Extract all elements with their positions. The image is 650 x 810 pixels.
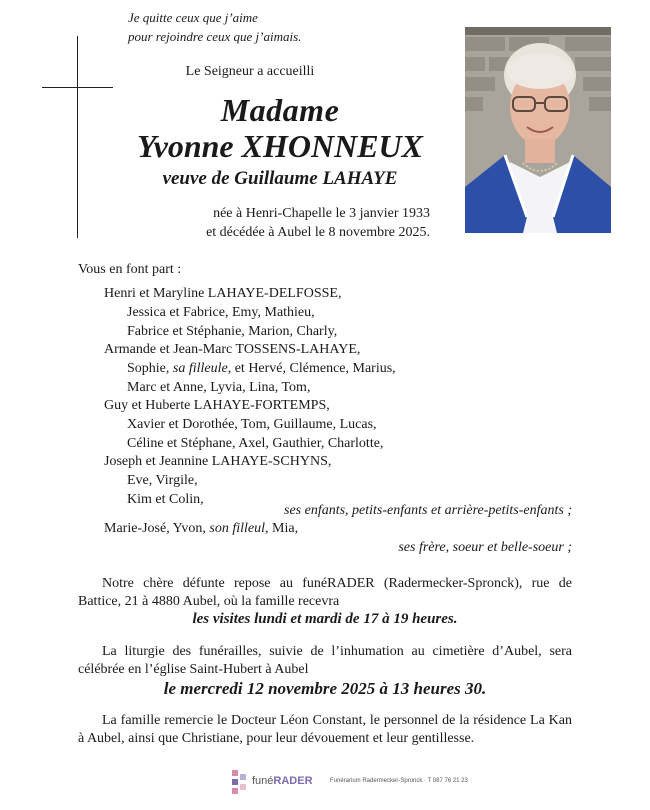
relation-note: son filleul, (209, 521, 269, 536)
family-line: Xavier et Dorothée, Tom, Guillaume, Lucas, (127, 417, 377, 432)
visit-times: les visites lundi et mardi de 17 à 19 heures. (192, 611, 458, 627)
title-madame: Madame (220, 92, 340, 128)
family-name: Mia, (268, 521, 299, 536)
accueil-line: Le Seigneur a accueilli (185, 64, 315, 79)
family-name: et Hervé, Clémence, Marius, (231, 361, 396, 376)
family-name: Sophie, (127, 361, 173, 376)
family-line: Marc et Anne, Lyvia, Lina, Tom, (127, 380, 311, 395)
relation-summary: ses enfants, petits-enfants et arrière-petits-enfants ; (284, 503, 572, 518)
family-line: Kim et Colin, (127, 492, 204, 507)
death-line: et décédée à Aubel le 8 novembre 2025. (206, 225, 430, 240)
widow-of: veuve de Guillaume LAHAYE (162, 168, 398, 189)
relation-summary: ses frère, soeur et belle-soeur ; (398, 540, 572, 555)
family-line: Jessica et Fabrice, Emy, Mathieu, (127, 305, 315, 320)
family-line: Henri et Maryline LAHAYE-DELFOSSE, (104, 286, 342, 301)
deceased-name: Yvonne XHONNEUX (137, 128, 423, 164)
epigraph-line-1: Je quitte ceux que j’aime (128, 10, 258, 25)
family-line (104, 521, 298, 537)
family-line (127, 361, 396, 377)
family-name: Marie-José, Yvon, (104, 521, 210, 536)
funeral-date: le mercredi 12 novembre 2025 à 13 heures 30. (163, 679, 487, 698)
family-line: Fabrice et Stéphanie, Marion, Charly, (127, 324, 338, 339)
footer-contact: Funérarium Radermecker-Spronck · T 087 76 21 23 (330, 778, 468, 784)
family-line: Céline et Stéphane, Axel, Gauthier, Charlotte, (127, 436, 384, 451)
thanks-paragraph: La famille remercie le Docteur Léon Constant, le personnel de la résidence La Kan à Aubel, ainsi que Christiane, pour leur dévouement et leur gentillesse. (78, 713, 572, 746)
logo-icon (230, 770, 250, 796)
epigraph (128, 8, 301, 46)
cross-icon-bar (42, 87, 113, 88)
funeral-home-logo (230, 770, 470, 800)
liturgy-paragraph: La liturgie des funérailles, suivie de l’inhumation au cimetière d’Aubel, sera célébrée en l’église Saint-Hubert à Aubel (78, 644, 572, 677)
brand-name (252, 775, 313, 787)
family-line: Eve, Virgile, (127, 473, 198, 488)
announce-line: Vous en font part : (78, 262, 182, 277)
portrait-photo (465, 27, 611, 233)
brand-rader: RADER (273, 775, 313, 787)
epigraph-line-2: pour rejoindre ceux que j’aimais. (128, 29, 302, 44)
birth-line: née à Henri-Chapelle le 3 janvier 1933 (213, 206, 430, 221)
visit-paragraph: Notre chère défunte repose au funéRADER (Radermecker-Spronck), rue de Battice, 21 à 4880 Aubel, où la famille recevra (78, 576, 572, 609)
family-line: Guy et Huberte LAHAYE-FORTEMPS, (104, 398, 330, 413)
family-line: Joseph et Jeannine LAHAYE-SCHYNS, (104, 454, 332, 469)
brand-prefix: funé (252, 775, 274, 787)
family-line: Armande et Jean-Marc TOSSENS-LAHAYE, (104, 342, 361, 357)
relation-note: sa filleule, (172, 361, 232, 376)
